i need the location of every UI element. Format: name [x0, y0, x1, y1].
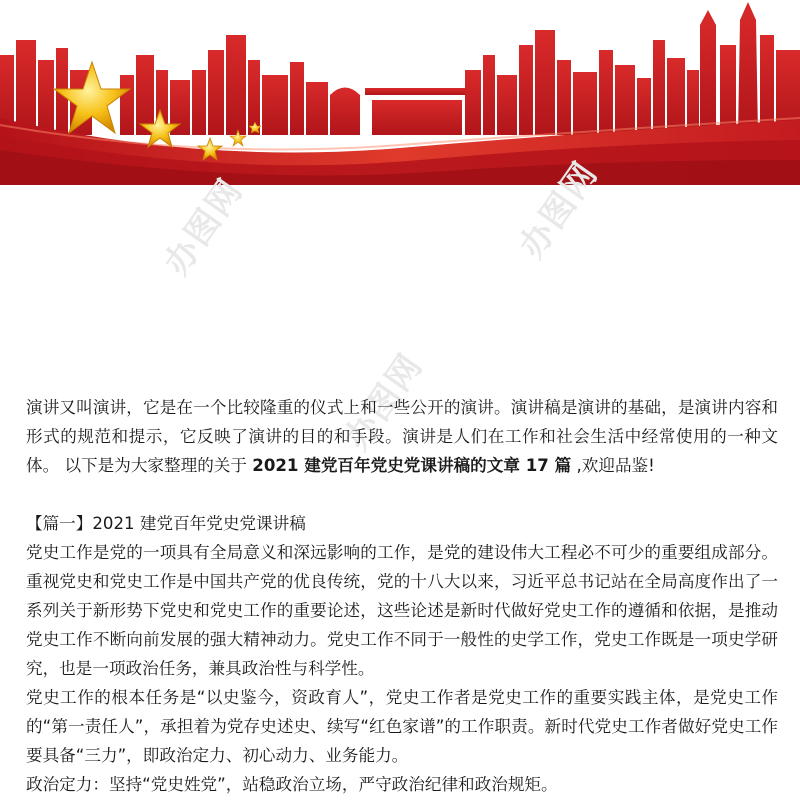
- article-body: [26, 393, 778, 799]
- body-paragraph: 党史工作的根本任务是“以史鉴今，资政育人”，党史工作者是党史工作的重要实践主体，是党史工作的“第一责任人”，承担着为党存史述史、续写“红色家谱”的工作职责。新时代党史工作者做好党史工作要具备“三力”，即政治定力、初心动力、业务能力。: [26, 688, 778, 765]
- header-banner: [0, 0, 800, 185]
- body-paragraph: 党史工作是党的一项具有全局意义和深远影响的工作，是党的建设伟大工程必不可少的重要组成部分。重视党史和党史工作是中国共产党的优良传统，党的十八大以来，习近平总书记站在全局高度作出了一系列关于新形势下党史和党史工作的重要论述，这些论述是新时代做好党史工作的遵循和依据，是推动党史工作不断向前发展的强大精神动力。党史工作不同于一般性的史学工作，党史工作既是一项史学研究，也是一项政治任务，兼具政治性与科学性。: [26, 543, 778, 678]
- watermark-text: 办图网: [156, 171, 252, 283]
- watermark-text: 办图网: [336, 346, 432, 458]
- intro-highlight: 2021 建党百年党史党课讲稿的文章 17 篇: [252, 456, 572, 475]
- intro-lead: 演讲又叫演讲，它是在一个比较隆重的仪式上和一些公开的演讲。演讲稿是演讲的基础，是演讲内容和形式的规范和提示，它反映了演讲的目的和手段。演讲是人们在工作和社会生活中经常使用的一种文体。 以下是为大家整理的关于: [26, 398, 778, 475]
- skyline-silhouette: [0, 2, 800, 135]
- watermark-text: 办图网: [511, 154, 607, 266]
- intro-tail: ,欢迎品鉴!: [571, 456, 655, 475]
- section-title: 【篇一】2021 建党百年党史党课讲稿: [26, 514, 306, 533]
- intro-paragraph: [26, 393, 778, 480]
- body-paragraph: 政治定力：坚持“党史姓党”，站稳政治立场，严守政治纪律和政治规矩。: [26, 775, 558, 794]
